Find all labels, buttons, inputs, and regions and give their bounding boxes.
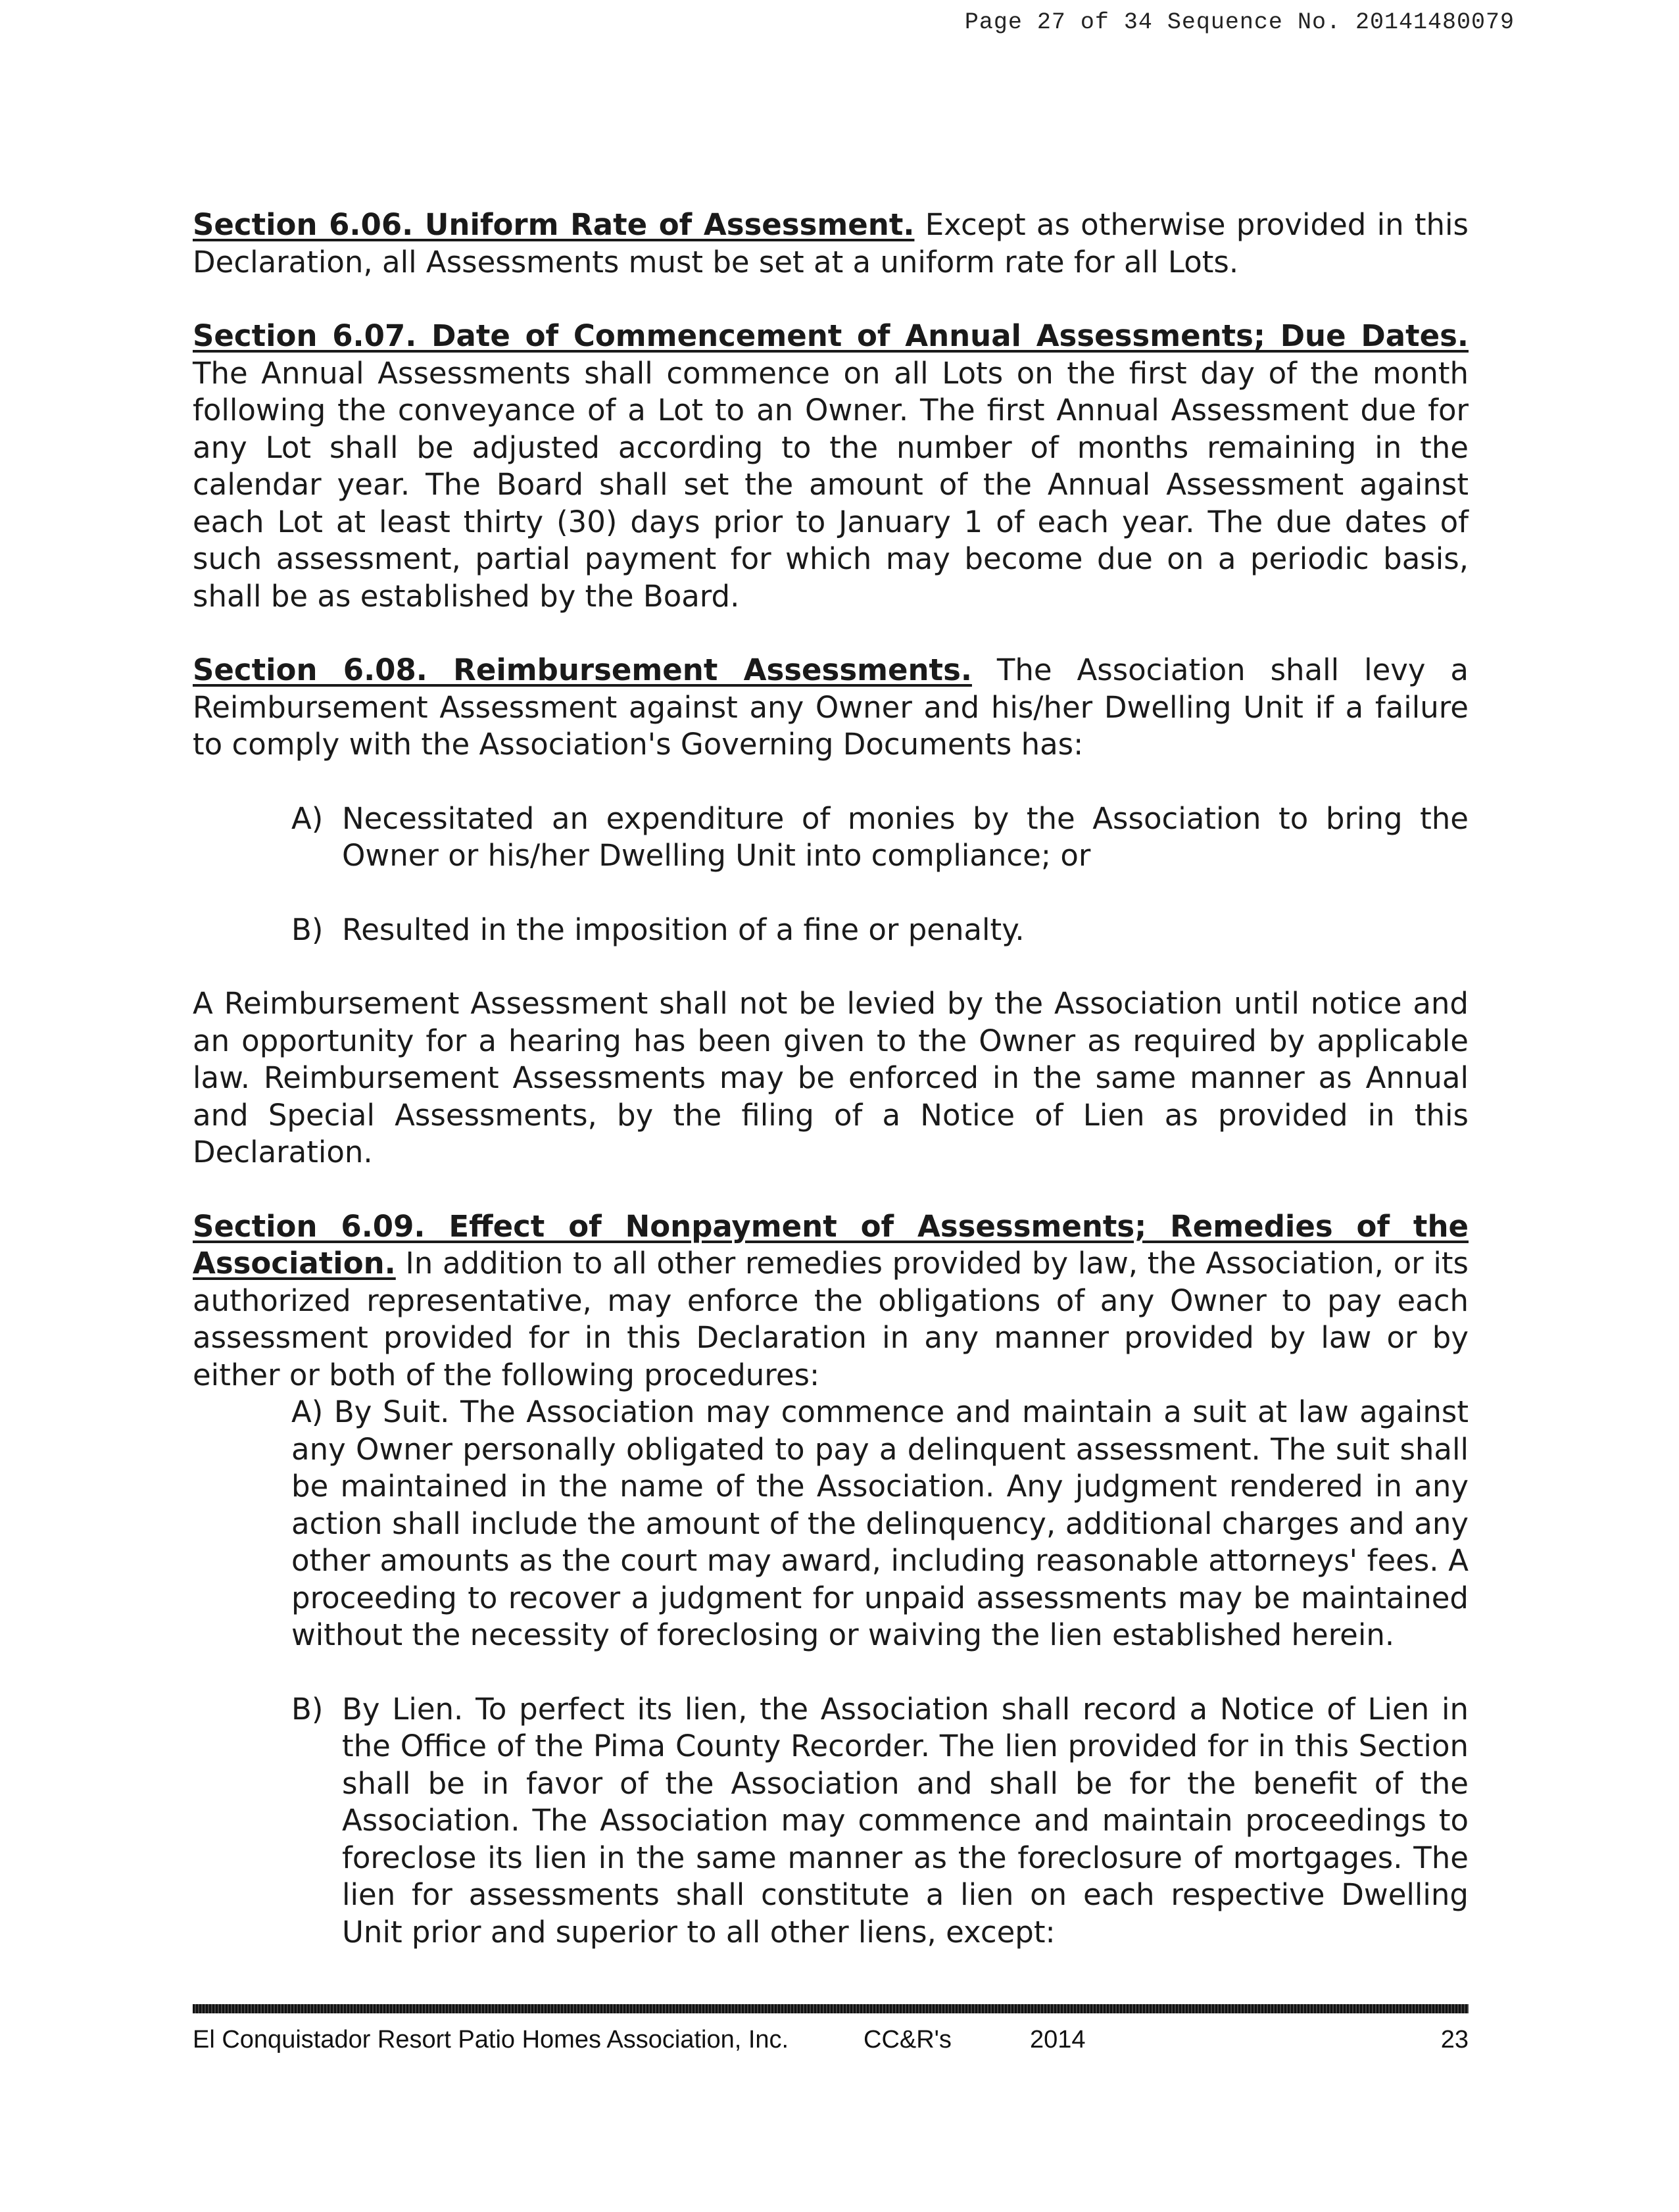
section-heading: Section 6.07. Date of Commencement of Annual Assessments; Due Dates. [193, 318, 1469, 353]
footer-divider [193, 2004, 1469, 2013]
list-text: By Suit. The Association may commence and maintain a suit at law against any Owner personally obligated to pay a delinquent assessment. The suit shall be maintained in the name of the Association. Any judgment rendered in any action shall include the amount of the delinquency, additional charges and any other amounts as the court may award, including reasonable attorneys' fees. A proceeding to recover a judgment for unpaid assessments may be maintained without the necessity of foreclosing or waiving the lien established herein. [291, 1394, 1469, 1652]
footer-page-number: 23 [1440, 2026, 1469, 2053]
footer-document-name: CC&R's [864, 2026, 952, 2053]
section-6-08-closing: A Reimbursement Assessment shall not be levied by the Association until notice and an opportunity for a hearing has been given to the Owner as required by applicable law. Reimbursement Assessments may be enforced in the same manner as Annual and Special Assessments, by the filing of a Notice of Lien as provided in this Declaration. [193, 986, 1469, 1169]
footer-organization: El Conquistador Resort Patio Homes Association, Inc. [193, 2026, 789, 2053]
list-text: Resulted in the imposition of a fine or penalty. [342, 912, 1025, 947]
list-text: Necessitated an expenditure of monies by the Association to bring the Owner or his/her Dwelling Unit into compliance; or [342, 800, 1469, 873]
section-6-07 [193, 318, 1469, 615]
section-text: Except as otherwise provided in this Declaration, all Assessments must be set at a uniform rate for all Lots. [193, 207, 1469, 280]
section-6-06 [193, 207, 1469, 281]
list-item [291, 912, 1469, 949]
section-6-08 [193, 652, 1469, 764]
list-item [291, 800, 1469, 875]
section-text: The Association shall levy a Reimbursement Assessment against any Owner and his/her Dwelling Unit if a failure to comply with the Association's Governing Documents has: [193, 652, 1469, 762]
list-marker: B) [291, 912, 324, 947]
list-marker: A) [291, 1394, 324, 1429]
list-text: By Lien. To perfect its lien, the Association shall record a Notice of Lien in the Office of the Pima County Recorder. The lien provided for in this Section shall be in favor of the Association and shall be for the benefit of the Association. The Association may commence and maintain proceedings to foreclose its lien in the same manner as the foreclosure of mortgages. The lien for assessments shall constitute a lien on each respective Dwelling Unit prior and superior to all other liens, except: [342, 1691, 1469, 1950]
section-6-09 [193, 1208, 1469, 1394]
section-heading: Section 6.08. Reimbursement Assessments. [193, 652, 972, 687]
section-text: The Annual Assessments shall commence on all Lots on the first day of the month following the conveyance of a Lot to an Owner. The first Annual Assessment due for any Lot shall be adjusted according to the number of months remaining in the calendar year. The Board shall set the amount of the Annual Assessment against each Lot at least thirty (30) days prior to January 1 of each year. The due dates of such assessment, partial payment for which may become due on a periodic basis, shall be as established by the Board. [193, 355, 1469, 614]
list-marker: B) [291, 1691, 324, 1727]
section-text: In addition to all other remedies provided by law, the Association, or its authorized representative, may enforce the obligations of any Owner to pay each assessment provided for in this Declaration in any manner provided by law or by either or both of the following procedures: [193, 1246, 1469, 1392]
section-heading: Section 6.06. Uniform Rate of Assessment. [193, 207, 915, 242]
section-heading: Section 6.09. Effect of Nonpayment of Assessments; Remedies of the Association. [193, 1208, 1469, 1281]
list-item [291, 1691, 1469, 1952]
page-sequence-stamp: Page 27 of 34 Sequence No. 20141480079 [964, 9, 1515, 36]
list-marker: A) [291, 800, 324, 836]
document-body [193, 207, 1469, 1988]
footer-year: 2014 [1030, 2026, 1086, 2053]
list-item [291, 1394, 1469, 1654]
